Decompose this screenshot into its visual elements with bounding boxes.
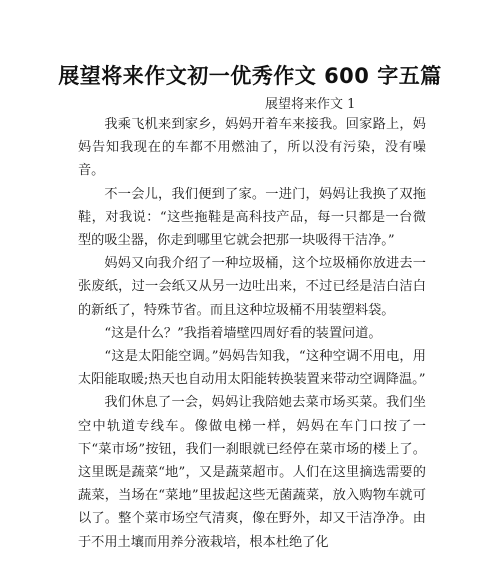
paragraph-5: “这是太阳能空调。”妈妈告知我，“这种空调不用电，用太阳能取暖;热天也自动用太阳能转换装置来带动空调降温。” <box>78 349 426 388</box>
document-body <box>78 113 426 554</box>
paragraph-4: “这是什么？”我指着墙壁四周好看的装置问道。 <box>104 325 382 341</box>
paragraph-3: 妈妈又向我介绍了一种垃圾桶，这个垃圾桶你放进去一张废纸，过一会纸又从另一边吐出来，不过已经是洁白洁白的新纸了，特殊节省。而且这种垃圾桶不用装塑料袋。 <box>78 256 426 318</box>
paragraph-6: 我们休息了一会，妈妈让我陪她去菜市场买菜。我们坐空中轨道专线车。像做电梯一样，妈妈在车门口按了一下“菜市场”按钮，我们一刹眼就已经停在菜市场的楼上了。这里既是蔬菜“地”，又是蔬菜超市。人们在这里摘选需要的蔬菜，当场在“菜地”里拔起这些无菌蔬菜，放入购物车就可以了。整个菜市场空气清爽，像在野外，却又干洁净净。由于不用土壤而用养分液栽培，根本杜绝了化 <box>78 395 426 550</box>
paragraph-2: 不一会儿，我们便到了家。一进门，妈妈让我换了双拖鞋，对我说：“这些拖鞋是高科技产品，每一只都是一台微型的吸尘器，你走到哪里它就会把那一块吸得干洁净。” <box>78 186 426 249</box>
document-subtitle: 展望将来作文 1 <box>265 97 356 112</box>
document-title: 展望将来作文初一优秀作文 600 字五篇 <box>58 64 442 88</box>
paragraph-1: 我乘飞机来到家乡，妈妈开着车来接我。回家路上，妈妈告知我现在的车都不用燃油了，所以没有污染，没有噪音。 <box>78 117 426 179</box>
